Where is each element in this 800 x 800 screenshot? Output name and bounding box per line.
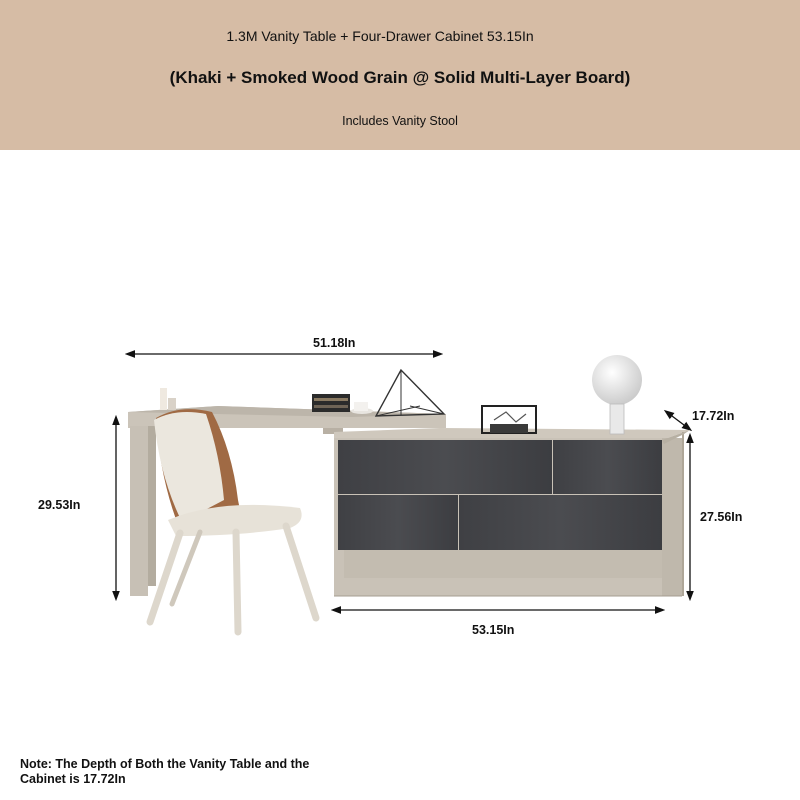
table-left-leg (130, 426, 148, 596)
pyramid-lamp-icon (376, 370, 444, 416)
cabinet-height-label: 27.56In (700, 510, 743, 524)
drawer-bottom-right (459, 495, 662, 550)
cabinet-depth-line (668, 413, 688, 428)
bottle-icon (160, 388, 167, 410)
books-icon (312, 394, 350, 412)
table-height-label: 29.53In (38, 498, 81, 512)
product-material: (Khaki + Smoked Wood Grain @ Solid Multi-Layer Board) (169, 68, 631, 87)
product-title: 1.3M Vanity Table + Four-Drawer Cabinet 53.15In (226, 28, 534, 44)
table-width-label: 51.18In (313, 336, 356, 350)
cabinet-depth-label: 17.72In (692, 409, 735, 423)
vanity-stool (150, 409, 316, 632)
cabinet-width-label: 53.15In (472, 623, 515, 637)
includes-label: Includes Vanity Stool (342, 114, 458, 128)
drawer-top-right (553, 440, 662, 494)
globe-lamp-icon (592, 355, 642, 405)
cabinet-decor (482, 355, 642, 434)
four-drawer-cabinet (334, 428, 690, 596)
depth-note: Note: The Depth of Both the Vanity Table and the Cabinet is 17.72In (20, 757, 310, 786)
drawer-top-left (338, 440, 552, 494)
drawer-bottom-left (338, 495, 458, 550)
